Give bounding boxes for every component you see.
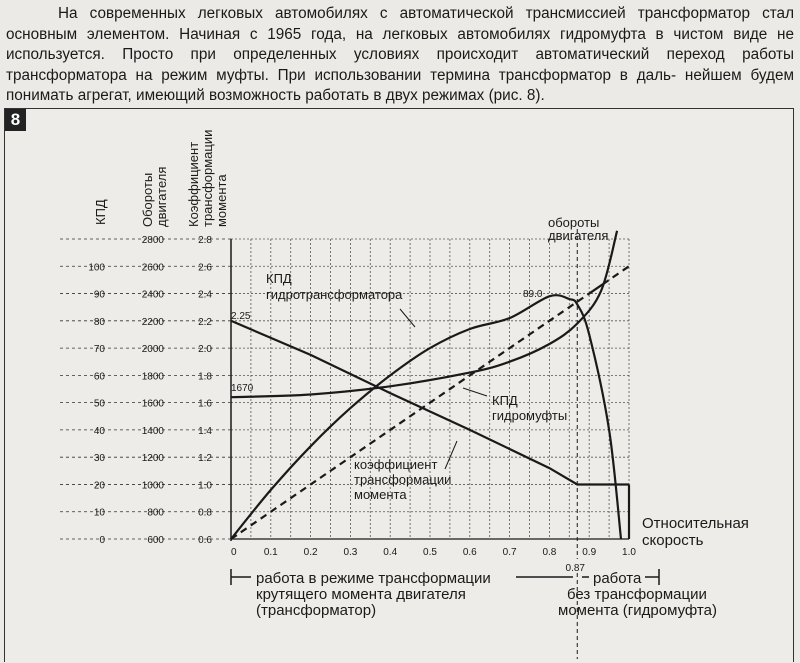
ratio-tick-label: 1.6 [198, 398, 212, 410]
coupling-region-line-3: момента (гидромуфта) [558, 602, 717, 619]
intro-paragraph [6, 4, 794, 107]
x-tick-label: 0.8 [542, 547, 557, 558]
x-axis-label-line-2: скорость [642, 532, 704, 549]
coupling-eff-label-line-1: КПД [492, 393, 518, 408]
x-tick-label: 0.3 [343, 547, 358, 558]
efficiency-tick-label: 80 [93, 316, 105, 328]
ratio-tick-label: 2.6 [198, 262, 212, 274]
coupling-eff-leader [463, 388, 487, 396]
paragraph-line-5: нейшем будем понимать агрегат, имеющий возможность работать в двух режимах (рис. 8). [6, 66, 794, 104]
ratio-tick-label: 2.4 [198, 289, 212, 301]
start-ratio-label: 2.25 [231, 311, 251, 322]
rpm-axis-title-line-1: Обороты [140, 172, 155, 227]
chart-svg [5, 109, 795, 663]
ratio-tick-label: 1.2 [198, 453, 212, 465]
coupling-region-line-2: без трансформации [567, 586, 707, 603]
efficiency-tick-label: 0 [99, 535, 105, 546]
rpm-tick-label: 1200 [141, 453, 164, 465]
ratio-tick-label: 0.6 [198, 535, 212, 546]
rpm-tick-label: 1800 [141, 371, 164, 383]
paragraph-line-1: На современных легковых автомобилях с автоматической трансмиссией трансформатор [58, 5, 750, 22]
engine-rpm-label-line-1: обороты [548, 215, 600, 230]
rpm-tick-label: 1600 [141, 398, 164, 410]
figure-8 [4, 108, 794, 662]
ratio-tick-label: 0.8 [198, 507, 212, 519]
efficiency-tick-label: 60 [93, 371, 105, 383]
start-rpm-label: 1670 [231, 383, 254, 394]
rpm-axis-title-line-2: двигателя [154, 166, 169, 227]
x-tick-label: 0.2 [303, 547, 318, 558]
torque-ratio-label-line-3: момента [354, 487, 407, 502]
converter-eff-label-line-1: КПД [266, 271, 292, 286]
efficiency-tick-label: 30 [93, 453, 105, 465]
rpm-tick-label: 2800 [141, 235, 164, 246]
x-tick-label: 0.1 [263, 547, 278, 558]
x-tick-label-extra: 0.87 [565, 563, 585, 574]
ratio-tick-label: 1.0 [198, 480, 212, 492]
coupling-region-line-1: работа [593, 570, 642, 587]
rpm-tick-label: 2000 [141, 344, 164, 356]
engine-rpm-label-line-2: двигателя [548, 228, 609, 243]
torque-ratio-label-line-2: трансформации [354, 472, 452, 487]
axis-ticks [88, 235, 636, 574]
converter-region-line-1: работа в режиме трансформации [256, 570, 491, 587]
converter-region-line-3: (трансформатор) [256, 602, 377, 619]
efficiency-axis-title: КПД [93, 199, 108, 225]
efficiency-tick-label: 50 [93, 398, 105, 410]
ratio-tick-label: 2.8 [198, 235, 212, 246]
efficiency-tick-label: 100 [88, 262, 105, 274]
figure-number: 8 [5, 109, 26, 131]
x-tick-label: 1.0 [622, 547, 636, 558]
rpm-tick-label: 600 [147, 535, 164, 546]
ratio-axis-title-line-3: момента [214, 174, 229, 227]
peak-efficiency-label: 89.0 [523, 289, 543, 300]
converter-region-line-2: крутящего момента двигателя [256, 586, 466, 603]
efficiency-tick-label: 40 [93, 425, 105, 437]
converter-eff-leader [400, 309, 415, 327]
coupling-eff-label-line-2: гидромуфты [492, 408, 568, 423]
x-tick-label: 0.4 [383, 547, 398, 558]
rpm-tick-label: 2600 [141, 262, 164, 274]
paragraph-line-3: виде не используется. Просто при определенных условиях происходит автоматический переход [6, 25, 795, 63]
x-tick-label: 0 [231, 547, 237, 558]
torque-ratio-label-line-1: коэффициент [354, 457, 438, 472]
rpm-tick-label: 2200 [141, 316, 164, 328]
x-tick-label: 0.5 [423, 547, 437, 558]
efficiency-tick-label: 90 [93, 289, 105, 301]
rpm-tick-label: 2400 [141, 289, 164, 301]
rpm-tick-label: 1000 [141, 480, 164, 492]
rpm-tick-label: 800 [147, 507, 164, 519]
x-tick-label: 0.9 [582, 547, 597, 558]
efficiency-tick-label: 70 [93, 344, 105, 356]
ratio-axis-title-line-2: трансформации [200, 129, 215, 227]
torque-ratio-leader [445, 441, 457, 469]
x-tick-label: 0.7 [502, 547, 517, 558]
rpm-tick-label: 1400 [141, 425, 164, 437]
paragraph-line-2: стал основным элементом. Начиная с 1965 года, на легковых автомобилях гидромуфта в чистом [6, 5, 794, 43]
converter-eff-label-line-2: гидротрансформатора [266, 287, 403, 302]
ratio-tick-label: 1.4 [198, 425, 212, 437]
ratio-tick-label: 2.2 [198, 316, 212, 328]
efficiency-tick-label: 20 [93, 480, 105, 492]
x-axis-label-line-1: Относительная [642, 515, 749, 532]
x-tick-label: 0.6 [462, 547, 477, 558]
ratio-axis-title-line-1: Коэффициент [186, 141, 201, 227]
ratio-tick-label: 1.8 [198, 371, 212, 383]
ratio-tick-label: 2.0 [198, 344, 212, 356]
efficiency-tick-label: 10 [93, 507, 105, 519]
paragraph-line-4: работы трансформатора на режим муфты. При использовании термина трансформатор в даль- [6, 46, 795, 84]
